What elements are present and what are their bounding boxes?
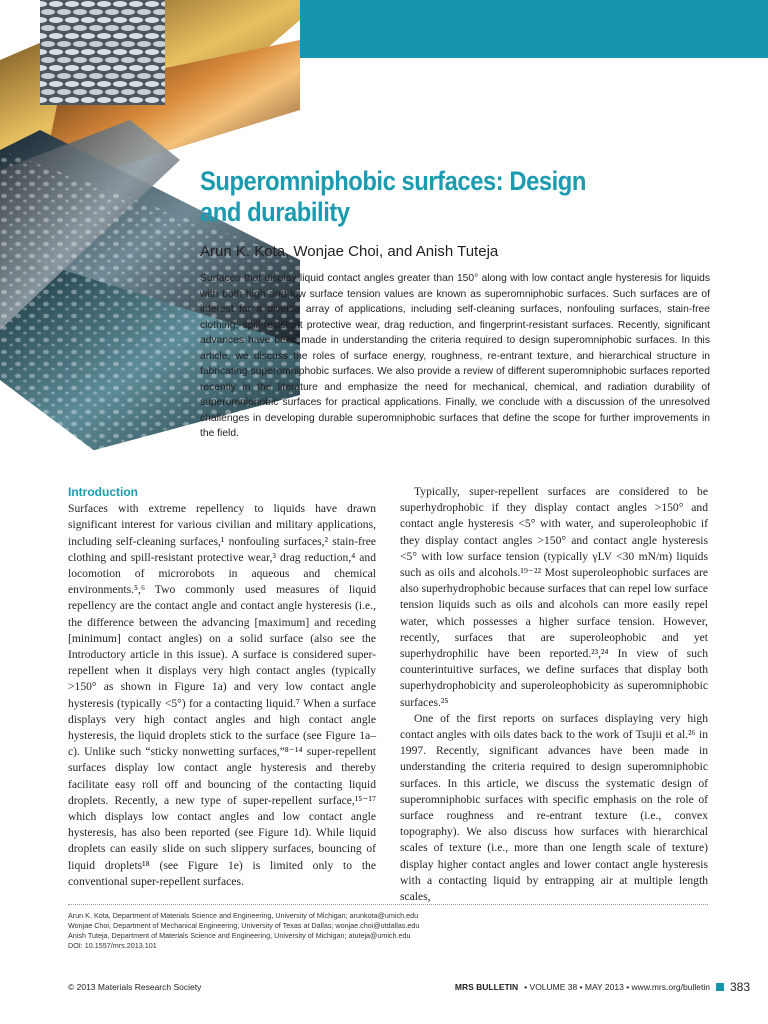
article-authors: Arun K. Kota, Wonjae Choi, and Anish Tuteja [200, 243, 499, 260]
intro-paragraph-3: One of the first reports on surfaces displaying very high contact angles with oils dates back to the work of Tsujii et al.²⁶ in 1997. Recently, significant advances have been made in understanding the criteria required to design superomniphobic surfaces. In this article, we discuss the systematic design of superomniphobic surfaces with specific emphasis on the role of surface roughness and re-entrant texture (i.e., convex topography). We also discuss how surfaces with hierarchical scales of texture (i.e., more than one length scale of texture) display higher contact angles and lower contact angle hysteresis with a contacting liquid by entrapping air at multiple length scales, [400, 711, 708, 904]
copyright: © 2013 Materials Research Society [68, 982, 202, 992]
intro-paragraph-2: Typically, super-repellent surfaces are considered to be superhydrophobic if they display contact angles >150° and contact angle hysteresis <5° with water, and superoleophobic if they display contact angles >150° and contact angle hysteresis <5° with low surface tension (typically γLV <30 mN/m) liquids such as oils and alcohols.¹⁹⁻²² Most superoleophobic surfaces are also superhydrophobic because surfaces that can repel low surface tension liquids such as oils and alcohols can more easily repel water, which possesses a higher surface tension. However, recently, surfaces that are superoleophobic and yet superhydrophilic have been reported.²³,²⁴ In view of such counterintuitive surfaces, we define surfaces that display both superhydrophobicity and superoleophobicity as superomniphobic surfaces.²⁵ [400, 485, 708, 709]
footnote-divider [68, 904, 708, 905]
doi: DOI: 10.1557/mrs.2013.101 [68, 941, 157, 950]
page-number: 383 [729, 980, 750, 994]
article-title: Superomniphobic surfaces: Design and durability [200, 166, 586, 227]
square-bullet-icon [716, 983, 724, 991]
issue-info: • VOLUME 38 • MAY 2013 • www.mrs.org/bulletin [524, 982, 710, 992]
intro-paragraph-1: Surfaces with extreme repellency to liquids have drawn significant interest for various civilian and military applications, including self-cleaning surfaces,¹ nonfouling surfaces,² stain-free clothing and spill-resistant protective wear,³ drag reduction,⁴ and locomotion of microrobots in aqueous and chemical environments.⁵,⁶ Two commonly used measures of liquid repellency are the contact angle and contact angle hysteresis (i.e., the difference between the advancing [maximum] and receding [minimum] contact angles) on a solid surface (also see the Introductory article in this issue). A surface is considered super-repellent when it displays very high contact angles (typically >150° as shown in Figure 1a) and very low contact angle hysteresis (typically <5°) for a contacting liquid.⁷ When a surface displays very high contact angles and high contact angle hysteresis, the liquid droplets stick to the surface (see Figure 1a–c). Unlike such “sticky nonwetting surfaces,”⁸⁻¹⁴ super-repellent surfaces display low contact angle hysteresis and thereby facilitate easy roll off and bouncing of the contacting liquid droplets. Recently, a new type of super-repellent surface,¹⁵⁻¹⁷ which displays low contact angles and low contact angle hysteresis, has also been reported (see Figure 1d). While liquid droplets can easily slide on such slippery surfaces, bouncing of liquid droplets¹⁸ (see Figure 1e) is limited only to the conventional super-repellent surfaces. [68, 502, 376, 888]
article-abstract: Surfaces that display liquid contact angles greater than 150° along with low contact angle hysteresis for liquids with both high and low surface tension values are known as superomniphobic surfaces. Such surfaces are of interest for a diverse array of applications, including self-cleaning surfaces, nonfouling surfaces, stain-free clothing, spill-resistant protective wear, drag reduction, and fingerprint-resistant surfaces. Recently, significant advances have been made in understanding the criteria required to design superomniphobic surfaces. In this article, we discuss the roles of surface energy, roughness, re-entrant texture, and hierarchical structure in fabricating superomniphobic surfaces. We also provide a review of different superomniphobic surfaces reported recently in the literature and emphasize the need for mechanical, chemical, and radiation durability of superomniphobic surfaces for practical applications. Finally, we conclude with a discussion of the unresolved challenges in developing durable superomniphobic surfaces that define the scope for further improvements in the field. [200, 273, 710, 439]
journal-name: MRS BULLETIN [454, 982, 519, 992]
section-heading-introduction: Introduction [68, 485, 138, 499]
author-affiliations [68, 911, 419, 951]
body-column-left [68, 484, 376, 890]
body-column-right [400, 484, 708, 905]
affiliation-choi: Wonjae Choi, Department of Mechanical Engineering, University of Texas at Dallas; wonjae.choi@utdallas.edu [68, 921, 420, 930]
affiliation-tuteja: Anish Tuteja, Department of Materials Science and Engineering, University of Michigan; atuteja@umich.edu [68, 931, 411, 940]
affiliation-kota: Arun K. Kota, Department of Materials Science and Engineering, University of Michigan; arunkota@umich.edu [68, 911, 419, 920]
page-footer [455, 980, 750, 994]
